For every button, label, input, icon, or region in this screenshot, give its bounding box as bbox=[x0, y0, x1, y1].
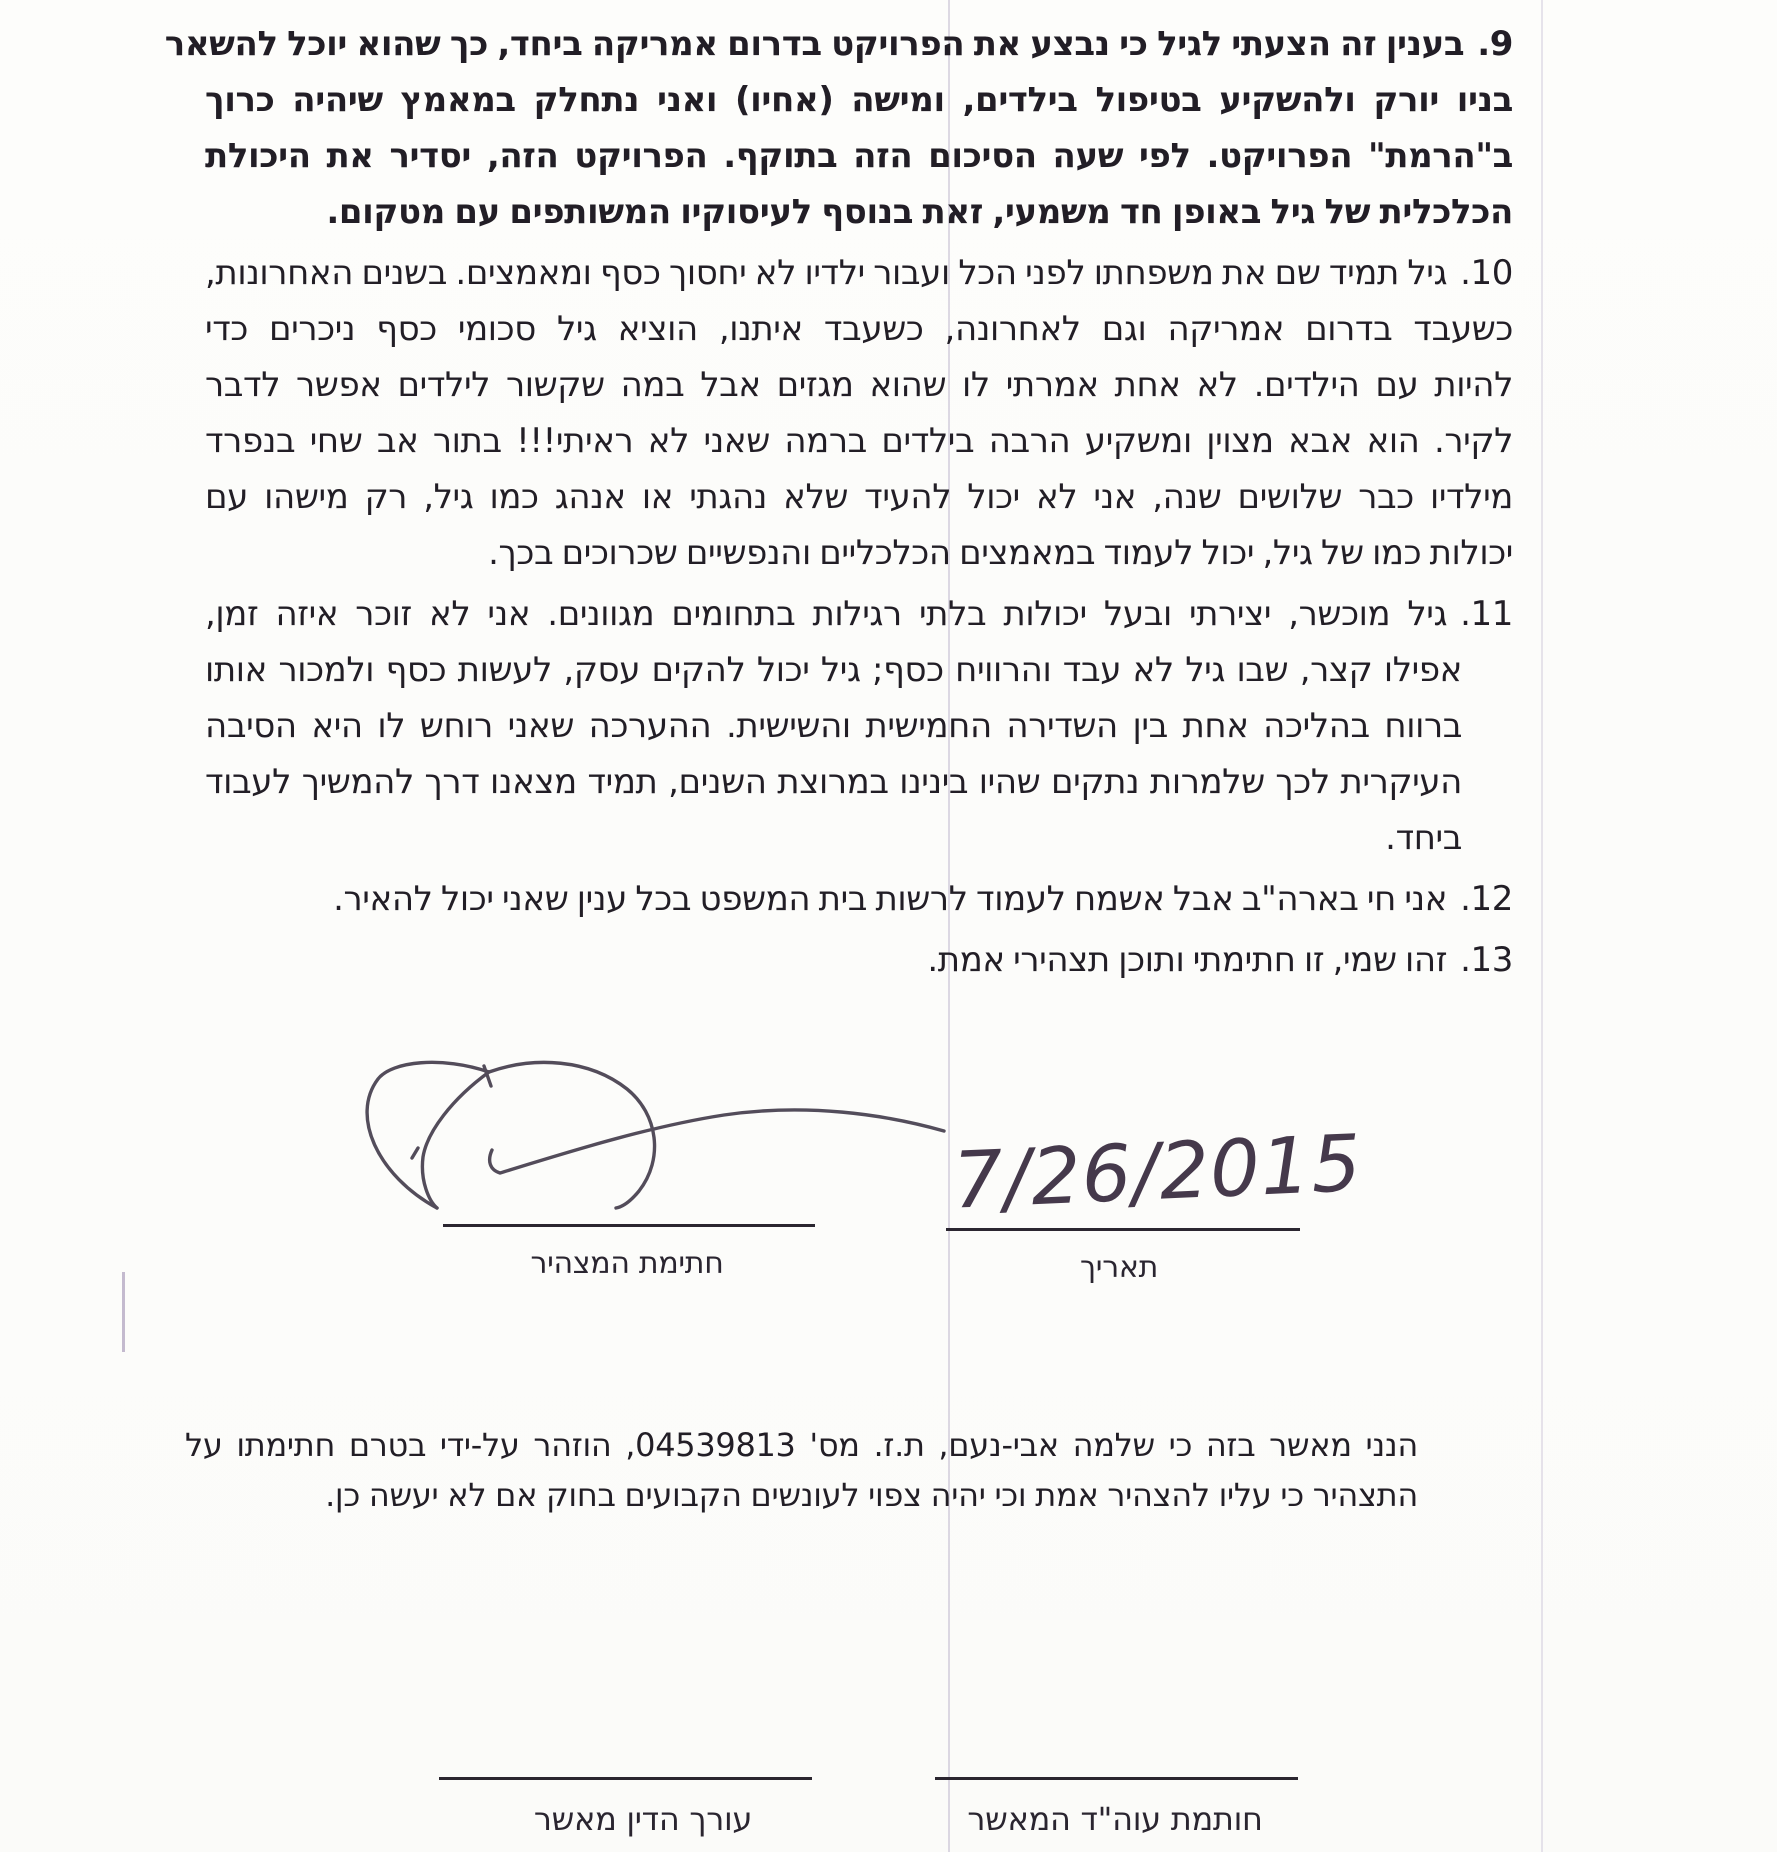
affidavit-paragraph bbox=[164, 16, 1513, 240]
paragraph-text: זהו שמי, זו חתימתי ותוכן תצהירי אמת. bbox=[927, 940, 1448, 980]
paragraph-line: הכלכלית של גיל באופן חד משמעי, זאת בנוסף לעיסוקיו המשותפים עם מטקום. bbox=[326, 192, 1513, 232]
affidavit-paragraph bbox=[205, 245, 1513, 581]
affidavit-paragraphs bbox=[164, 16, 1513, 993]
lawyer-label: עורך הדין מאשר bbox=[533, 1800, 753, 1838]
signature-line bbox=[443, 1224, 815, 1227]
stamp-label: חותמת עוה"ד המאשר bbox=[967, 1800, 1263, 1838]
lawyer-signature-line bbox=[439, 1777, 812, 1780]
paragraph-number: 11. bbox=[1460, 594, 1513, 634]
paragraph-number: 9. bbox=[1477, 24, 1513, 64]
paragraph-line bbox=[164, 16, 1513, 72]
paragraph-line: ברווח בהליכה אחת בין השדירה החמישית והשישית. ההערכה שאני רוחש לו היא הסיבה bbox=[205, 706, 1462, 746]
paragraph-line bbox=[205, 245, 1513, 301]
paragraph-text: גיל מוכשר, יצירתי ובעל יכולות בלתי רגילות בתחומים מגוונים. אני לא זוכר איזה זמן, bbox=[205, 594, 1448, 634]
notary-line: הנני מאשר בזה כי שלמה אבי-נעם, ת.ז. מס' 04539813, הוזהר על-ידי בטרם חתימתו על bbox=[185, 1426, 1418, 1464]
paragraph-number: 10. bbox=[1460, 253, 1513, 293]
notary-confirmation bbox=[185, 1420, 1418, 1520]
notary-line: התצהיר כי עליו להצהיר אמת וכי יהיה צפוי לעונשים הקבועים בחוק אם לא יעשה כן. bbox=[325, 1476, 1418, 1514]
affidavit-paragraph bbox=[205, 586, 1513, 866]
affidavit-paragraph bbox=[205, 932, 1513, 988]
affidavit-paragraph bbox=[205, 871, 1513, 927]
paragraph-line: העיקרית לכך שלמרות נתקים שהיו בינינו במרוצת השנים, תמיד מצאנו דרך להמשיך לעבוד bbox=[205, 762, 1462, 802]
handwritten-date: 7/26/2015 bbox=[951, 1118, 1364, 1227]
paragraph-line: יכולות כמו של גיל, יכול לעמוד במאמצים הכלכליים והנפשיים שכרוכים בכך. bbox=[488, 533, 1513, 573]
paragraph-line: מילדיו כבר שלושים שנה, אני לא יכול להעיד שלא נהגתי או אנהג כמו גיל, רק מישהו עם bbox=[205, 477, 1513, 517]
paragraph-line bbox=[205, 871, 1513, 927]
paragraph-line: לקיר. הוא אבא מצוין ומשקיע הרבה בילדים ברמה שאני לא ראיתי!!! בתור אב שחי בנפרד bbox=[205, 421, 1513, 461]
paragraph-line bbox=[205, 586, 1513, 642]
paragraph-text: אני חי בארה"ב אבל אשמח לעמוד לרשות בית המשפט בכל ענין שאני יכול להאיר. bbox=[333, 879, 1448, 919]
paragraph-number: 13. bbox=[1460, 940, 1513, 980]
date-label: תאריך bbox=[1079, 1250, 1159, 1285]
paragraph-line: ביחד. bbox=[1385, 818, 1462, 858]
paragraph-number: 12. bbox=[1460, 879, 1513, 919]
paragraph-line bbox=[205, 932, 1513, 988]
scan-crease-line bbox=[1541, 0, 1543, 1852]
paragraph-text: גיל תמיד שם את משפחתו לפני הכל ועבור ילדיו לא יחסוך כסף ומאמצים. בשנים האחרונות, bbox=[205, 253, 1448, 293]
signature-label: חתימת המצהיר bbox=[530, 1246, 724, 1281]
paragraph-line: כשעבד בדרום אמריקה וגם לאחרונה, כשעבד איתנו, הוציא גיל סכומי כסף ניכרים כדי bbox=[205, 309, 1513, 349]
paragraph-line: ב"הרמת" הפרויקט. לפי שעה הסיכום הזה בתוקף. הפרויקט הזה, יסדיר את היכולת bbox=[205, 136, 1513, 176]
paragraph-text: בענין זה הצעתי לגיל כי נבצע את הפרויקט בדרום אמריקה ביחד, כך שהוא יוכל להשאר bbox=[164, 24, 1465, 64]
stamp-line bbox=[935, 1777, 1298, 1780]
date-line bbox=[946, 1228, 1300, 1231]
paragraph-line: בניו יורק ולהשקיע בטיפול בילדים, ומישה (אחיו) ואני נתחלק במאמץ שיהיה כרוך bbox=[205, 80, 1513, 120]
scan-artifact-mark bbox=[122, 1272, 125, 1352]
paragraph-line: אפילו קצר, שבו גיל לא עבד והרוויח כסף; גיל יכול להקים עסק, לעשות כסף ולמכור אותו bbox=[205, 650, 1462, 690]
paragraph-line: להיות עם הילדים. לא אחת אמרתי לו שהוא מגזים אבל במה שקשור לילדים אפשר לדבר bbox=[205, 365, 1513, 405]
